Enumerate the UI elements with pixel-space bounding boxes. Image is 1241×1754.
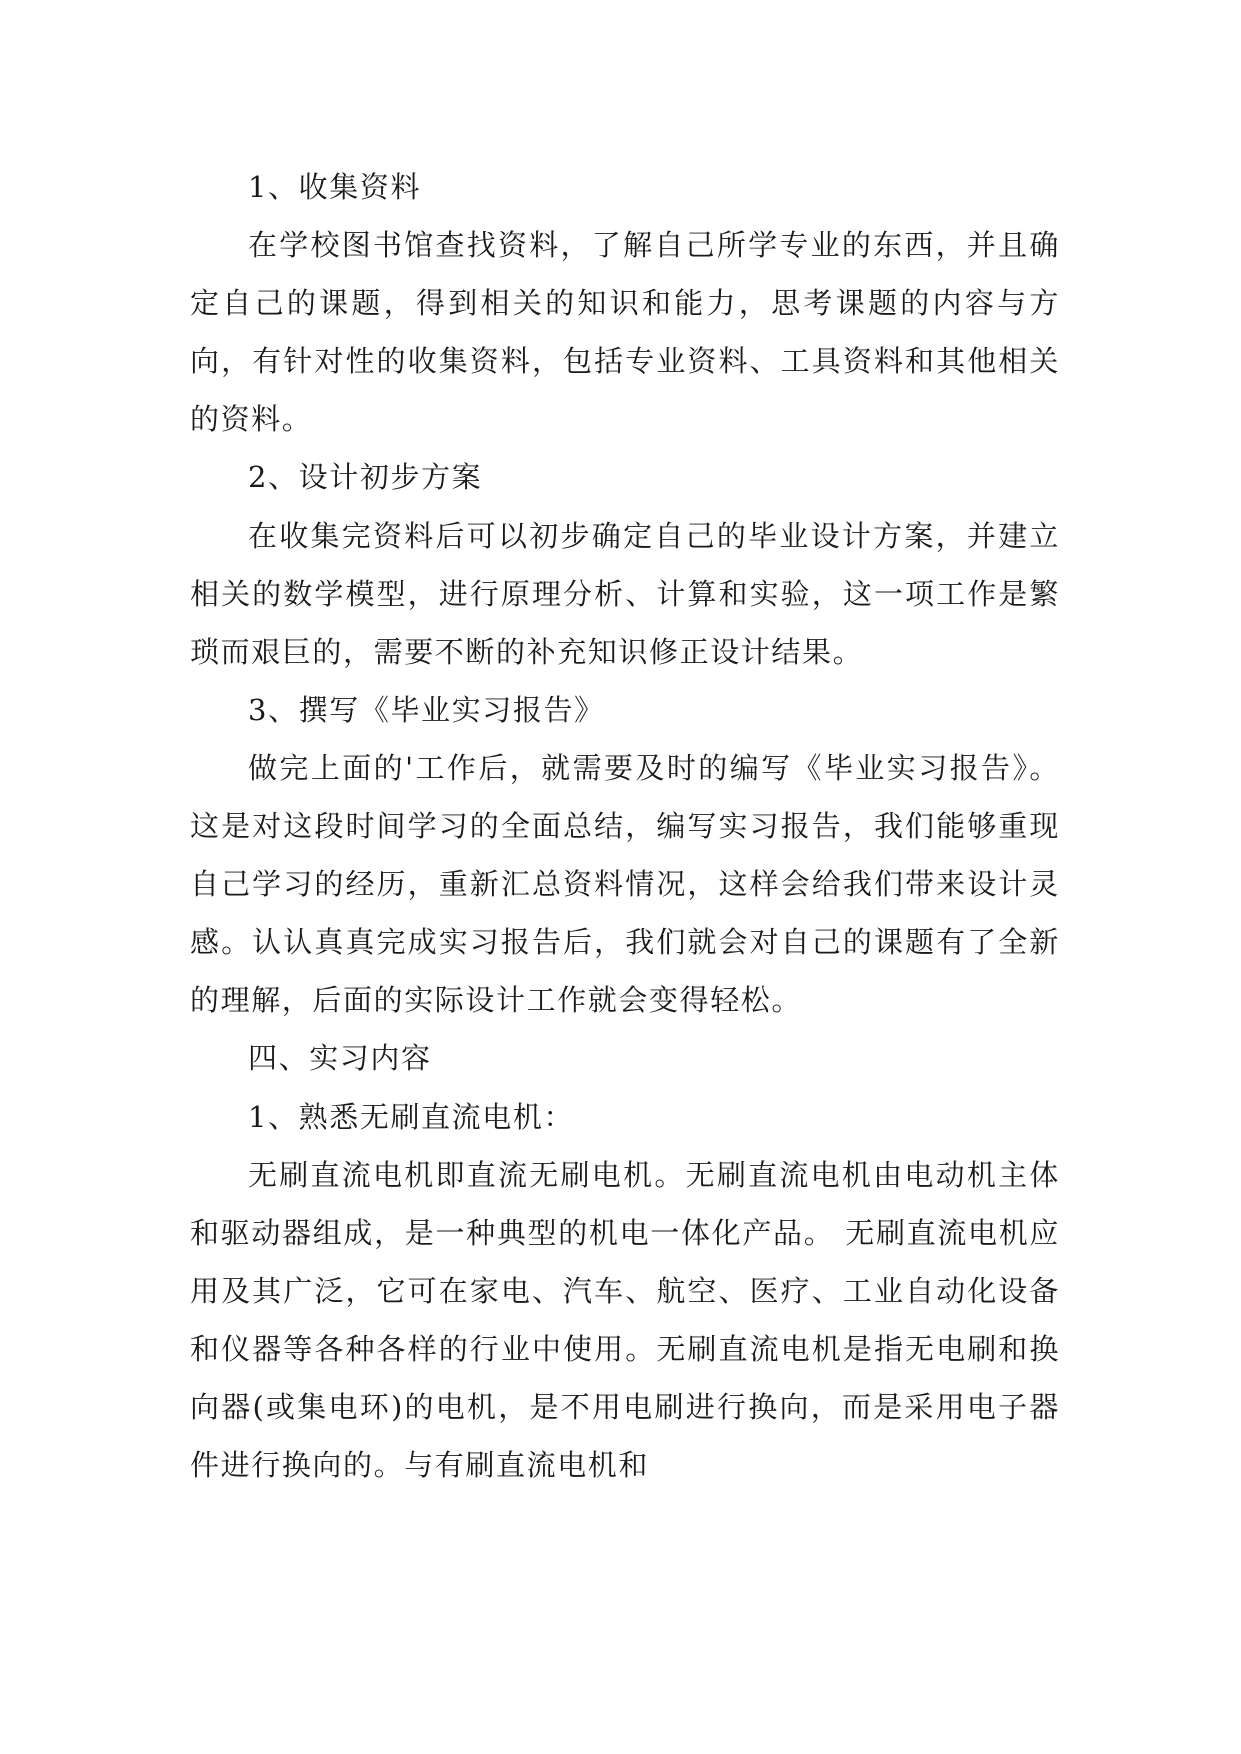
document-body bbox=[190, 158, 1060, 1494]
section-heading-write-report: 3、撰写《毕业实习报告》 bbox=[248, 692, 605, 727]
paragraph-preliminary-design: 在收集完资料后可以初步确定自己的毕业设计方案，并建立相关的数学模型，进行原理分析、计算和实验，这一项工作是繁琐而艰巨的，需要不断的补充知识修正设计结果。 bbox=[190, 518, 1060, 669]
section-heading-bldc-motor: 1、熟悉无刷直流电机： bbox=[248, 1099, 575, 1134]
paragraph-write-report: 做完上面的'工作后，就需要及时的编写《毕业实习报告》。这是对这段时间学习的全面总结，编写实习报告，我们能够重现自己学习的经历，重新汇总资料情况，这样会给我们带来设计灵感。认认真真完成实习报告后，我们就会对自己的课题有了全新的理解，后面的实际设计工作就会变得轻松。 bbox=[190, 750, 1060, 1018]
section-heading-internship-content: 四、实习内容 bbox=[248, 1041, 432, 1076]
section-heading-preliminary-design: 2、设计初步方案 bbox=[248, 460, 483, 495]
paragraph-collect-materials: 在学校图书馆查找资料，了解自己所学专业的东西，并且确定自己的课题，得到相关的知识和能力，思考课题的内容与方向，有针对性的收集资料，包括专业资料、工具资料和其他相关的资料。 bbox=[190, 228, 1060, 437]
paragraph-bldc-motor: 无刷直流电机即直流无刷电机。无刷直流电机由电动机主体和驱动器组成，是一种典型的机电一体化产品。 无刷直流电机应用及其广泛，它可在家电、汽车、航空、医疗、工业自动化设备和仪器等各种各样的行业中使用。无刷直流电机是指无电刷和换向器(或集电环)的电机，是不用电刷进行换向，而是采用电子器件进行换向的。与有刷直流电机和 bbox=[190, 1157, 1060, 1483]
section-heading-collect-materials: 1、收集资料 bbox=[248, 170, 422, 204]
